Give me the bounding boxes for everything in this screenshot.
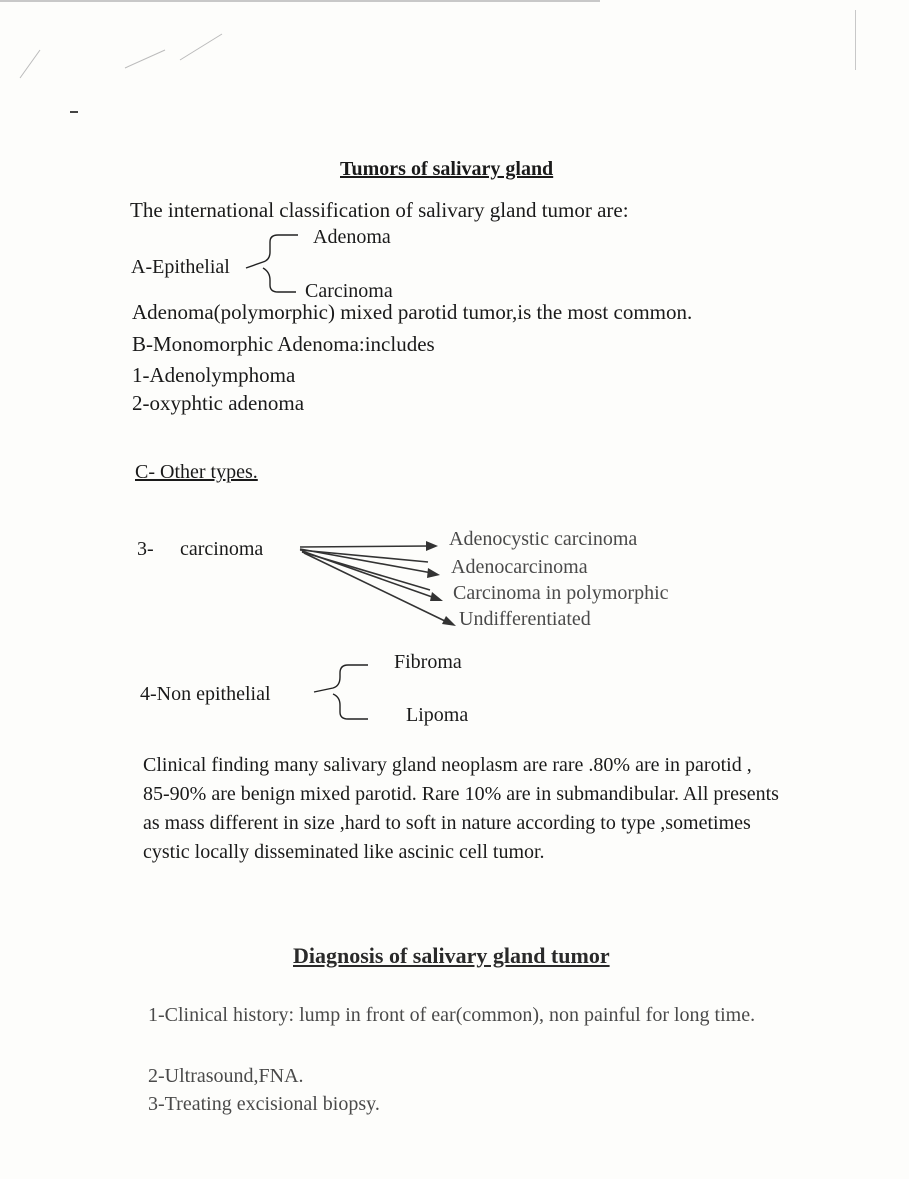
carcinoma-type: Carcinoma in polymorphic xyxy=(453,582,669,604)
other-types-heading: C- Other types. xyxy=(135,461,258,483)
intro-text: The international classification of salivary gland tumor are: xyxy=(130,198,629,222)
monomorphic-heading: B-Monomorphic Adenoma:includes xyxy=(132,332,435,356)
non-epithelial-brace xyxy=(314,665,368,719)
diagnosis-item: 2-Ultrasound,FNA. xyxy=(148,1065,304,1087)
carcinoma-type: Adenocarcinoma xyxy=(451,556,588,578)
epithelial-label: A-Epithelial xyxy=(131,256,230,278)
scan-marks xyxy=(20,34,222,112)
carcinoma-arrows xyxy=(300,546,447,622)
clinical-paragraph: Clinical finding many salivary gland neoplasm are rare .80% are in parotid , 85-90% are benign mixed parotid. Rare 10% are in submandibular. All presents as mass different in size ,hard to soft in nature according to type ,sometimes cystic locally disseminated like ascinic cell tumor. xyxy=(143,754,779,863)
epithelial-item-adenoma: Adenoma xyxy=(313,226,391,248)
carcinoma-number: 3- xyxy=(137,538,154,560)
epithelial-item-carcinoma: Carcinoma xyxy=(305,280,393,302)
page-title: Tumors of salivary gland xyxy=(340,158,554,180)
diagnosis-heading: Diagnosis of salivary gland tumor xyxy=(293,943,610,968)
epithelial-brace xyxy=(246,235,298,292)
scan-edge-line xyxy=(855,10,856,70)
diagnosis-item: 3-Treating excisional biopsy. xyxy=(148,1093,380,1115)
monomorphic-item: 2-oxyphtic adenoma xyxy=(132,391,305,415)
scan-edge-line xyxy=(0,0,600,2)
arrow-heads xyxy=(426,541,456,626)
non-epithelial-item-fibroma: Fibroma xyxy=(394,651,462,673)
carcinoma-type: Adenocystic carcinoma xyxy=(449,528,638,550)
non-epithelial-label: 4-Non epithelial xyxy=(140,683,271,705)
adenoma-note: Adenoma(polymorphic) mixed parotid tumor,is the most common. xyxy=(132,300,693,324)
carcinoma-label: carcinoma xyxy=(180,538,264,560)
diagnosis-item: 1-Clinical history: lump in front of ear(common), non painful for long time. xyxy=(148,1004,756,1026)
non-epithelial-item-lipoma: Lipoma xyxy=(406,704,469,726)
carcinoma-type: Undifferentiated xyxy=(459,608,591,630)
monomorphic-item: 1-Adenolymphoma xyxy=(132,363,296,387)
